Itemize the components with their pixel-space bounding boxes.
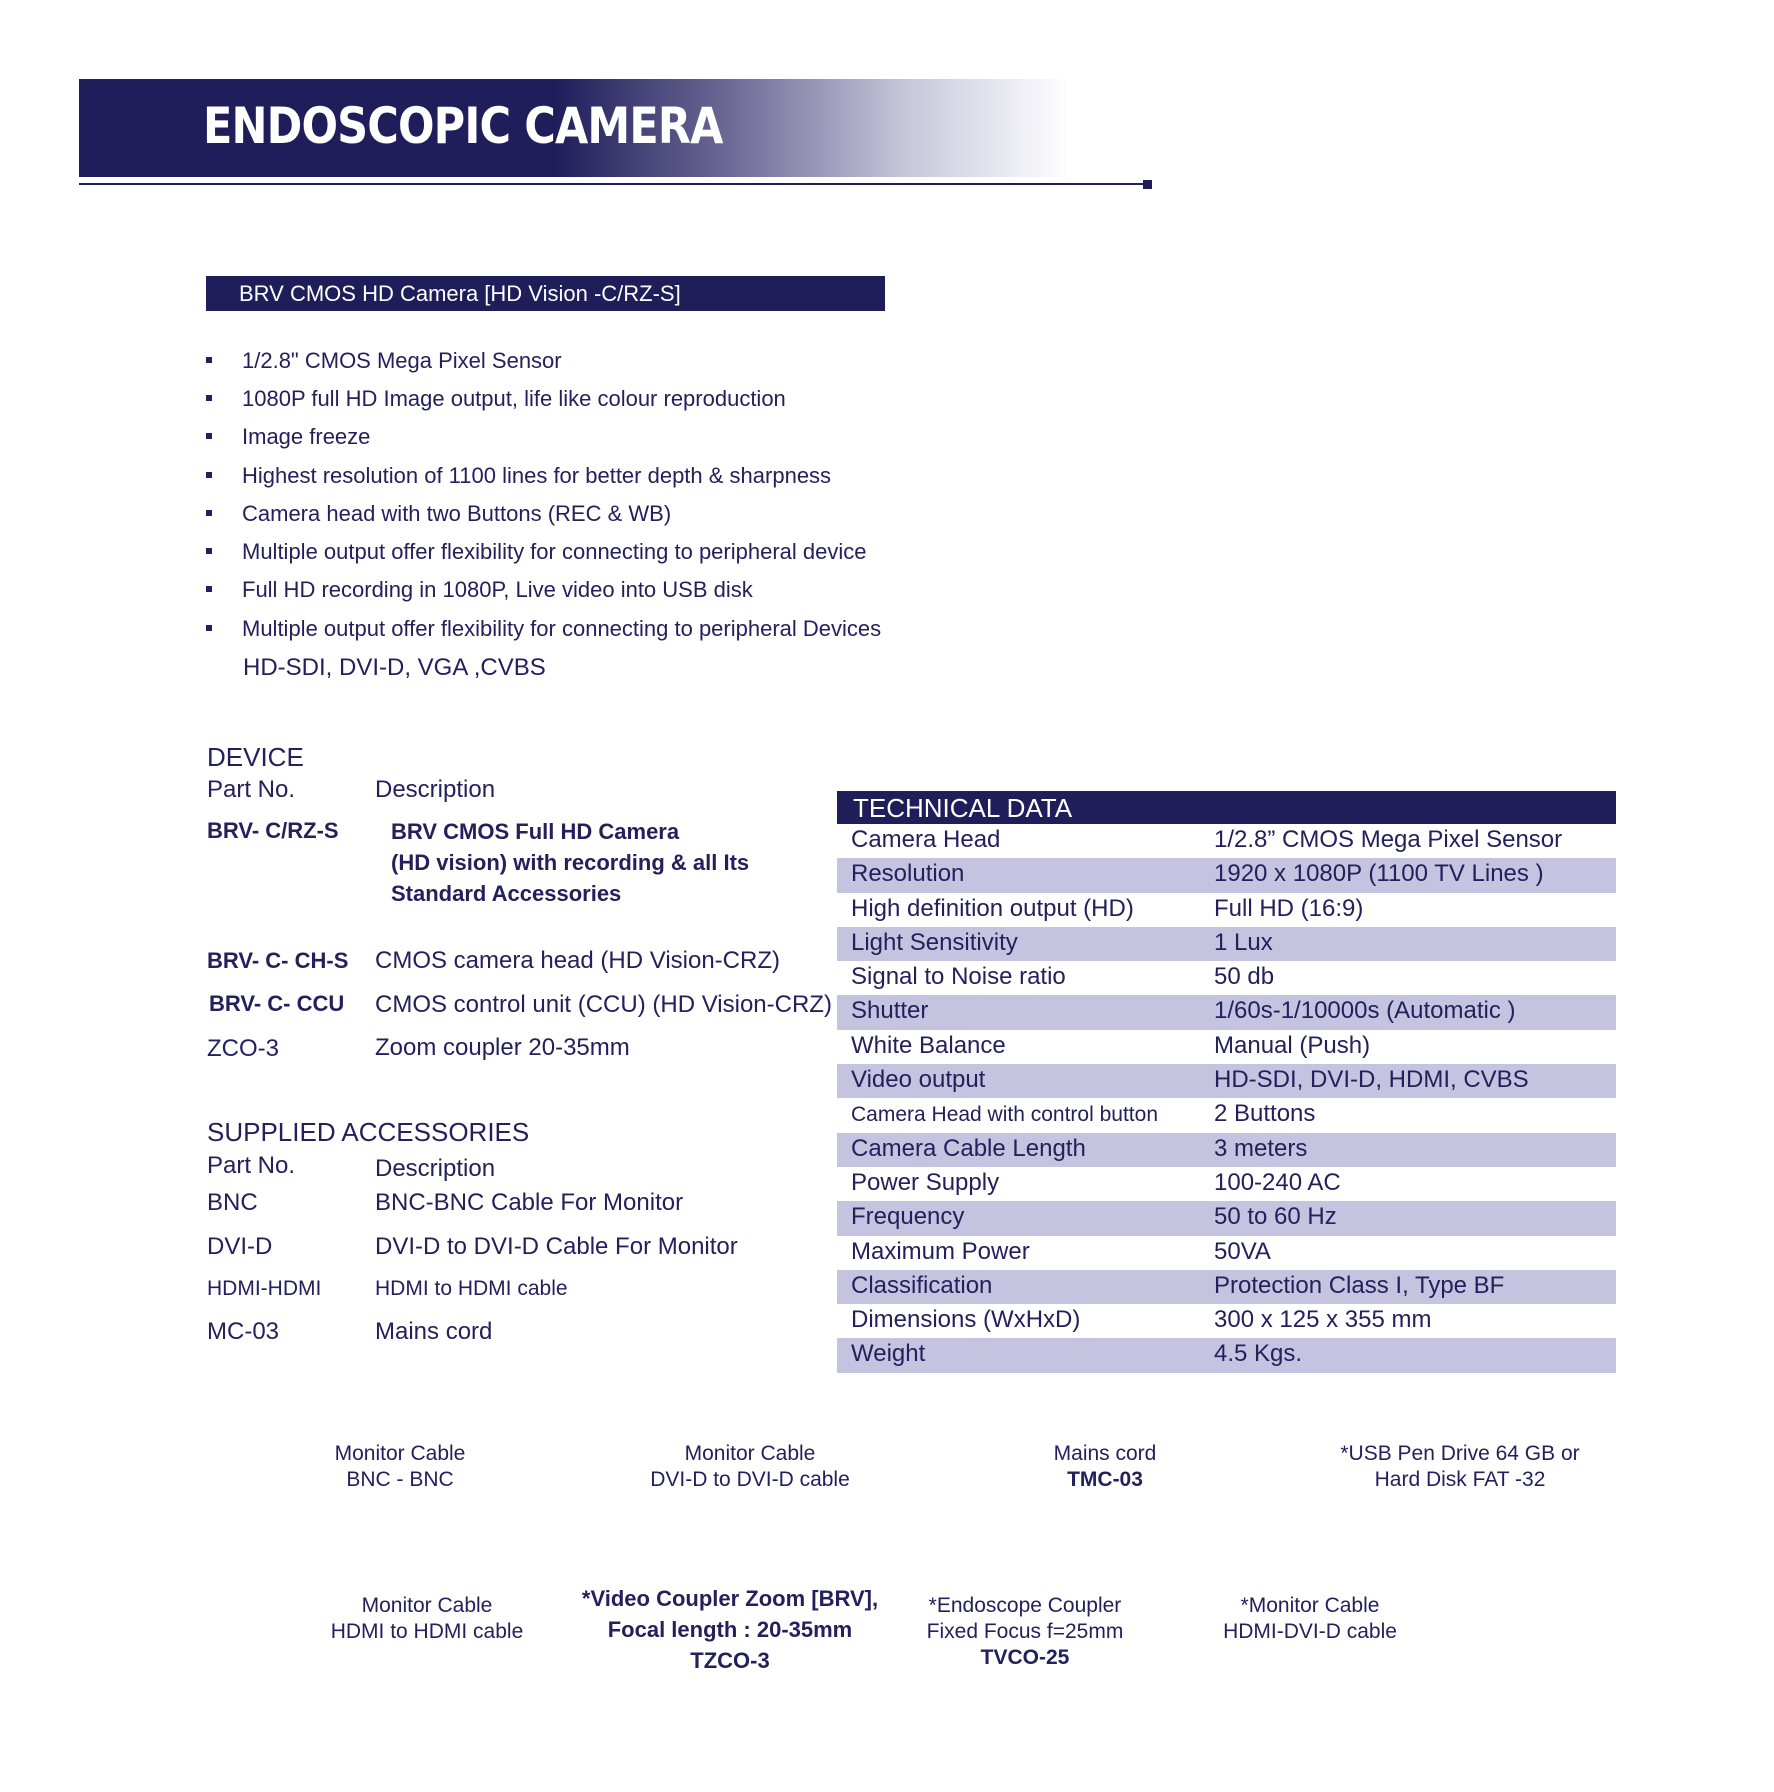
tech-value: Protection Class I, Type BF: [1214, 1271, 1505, 1299]
device-desc-line: Standard Accessories: [391, 881, 622, 906]
tech-key: Power Supply: [851, 1168, 1000, 1196]
caption-endoscope-coupler: [875, 1593, 1175, 1671]
tech-value: 50 to 60 Hz: [1214, 1203, 1337, 1231]
tech-value: 300 x 125 x 355 mm: [1214, 1306, 1432, 1334]
tech-key: Weight: [851, 1340, 926, 1368]
tech-key: Resolution: [851, 860, 965, 888]
technical-data-heading: TECHNICAL DATA: [837, 791, 1616, 824]
caption-usb-drive: [1310, 1441, 1610, 1493]
header-underline-end: [1143, 180, 1152, 189]
tech-value: 4.5 Kgs.: [1214, 1340, 1303, 1368]
caption-mains-cord: [955, 1441, 1255, 1493]
caption-line: TMC-03: [1067, 1468, 1143, 1491]
tech-value: 1 Lux: [1214, 928, 1273, 956]
bullet-icon: [206, 510, 212, 516]
caption-line: *USB Pen Drive 64 GB or: [1340, 1442, 1580, 1465]
caption-line: DVI-D to DVI-D cable: [650, 1468, 850, 1491]
caption-line: TVCO-25: [980, 1646, 1070, 1669]
bullet-icon: [206, 586, 212, 592]
caption-video-coupler: [560, 1583, 900, 1676]
device-part: BRV- C- CH-S: [207, 948, 349, 973]
device-part: ZCO-3: [207, 1035, 279, 1062]
header-underline: [79, 183, 1149, 185]
feature-item: [206, 348, 562, 374]
caption-line: *Monitor Cable: [1240, 1594, 1380, 1617]
feature-item: [206, 424, 370, 450]
tech-key: Signal to Noise ratio: [851, 963, 1066, 991]
feature-text: Highest resolution of 1100 lines for better depth & sharpness: [242, 463, 832, 488]
bullet-icon: [206, 548, 212, 554]
tech-row: [837, 927, 1616, 961]
tech-row: [837, 1030, 1616, 1064]
tech-value: 1/60s-1/10000s (Automatic ): [1214, 997, 1516, 1025]
device-desc: Zoom coupler 20-35mm: [375, 1034, 630, 1061]
tech-value: HD-SDI, DVI-D, HDMI, CVBS: [1214, 1066, 1529, 1094]
feature-text: Camera head with two Buttons (REC & WB): [242, 501, 672, 526]
accessory-part: BNC: [207, 1189, 258, 1216]
tech-key: High definition output (HD): [851, 894, 1134, 922]
accessory-desc: Mains cord: [375, 1318, 493, 1345]
caption-line: HDMI-DVI-D cable: [1223, 1620, 1397, 1643]
tech-row: [837, 1201, 1616, 1235]
feature-text: Full HD recording in 1080P, Live video into USB disk: [242, 577, 753, 602]
caption-line: Monitor Cable: [334, 1442, 466, 1465]
feature-item: [206, 577, 753, 603]
feature-item: [206, 539, 867, 565]
caption-line: Monitor Cable: [684, 1442, 816, 1465]
caption-line: Fixed Focus f=25mm: [926, 1620, 1124, 1643]
accessory-part: HDMI-HDMI: [207, 1277, 322, 1300]
caption-bnc-cable: [250, 1441, 550, 1493]
tech-key: Light Sensitivity: [851, 928, 1018, 956]
accessory-part: DVI-D: [207, 1233, 273, 1260]
tech-value: Full HD (16:9): [1214, 894, 1364, 922]
caption-line: *Endoscope Coupler: [928, 1594, 1122, 1617]
accessories-col-desc: Description: [375, 1155, 496, 1182]
technical-data-table: [837, 791, 1616, 1373]
device-desc: CMOS camera head (HD Vision-CRZ): [375, 947, 780, 974]
tech-value: 50VA: [1214, 1237, 1271, 1265]
feature-continuation: HD-SDI, DVI-D, VGA ,CVBS: [243, 654, 546, 681]
bullet-icon: [206, 433, 212, 439]
tech-value: 1/2.8” CMOS Mega Pixel Sensor: [1214, 826, 1563, 853]
feature-item: [206, 386, 786, 412]
device-col-part: Part No.: [207, 776, 296, 803]
tech-key: Frequency: [851, 1203, 965, 1231]
feature-text: Image freeze: [242, 424, 371, 449]
tech-row: [837, 1133, 1616, 1167]
caption-line: Focal length : 20-35mm: [607, 1617, 853, 1642]
tech-key: Classification: [851, 1271, 993, 1299]
feature-text: 1080P full HD Image output, life like colour reproduction: [242, 386, 786, 411]
bullet-icon: [206, 357, 212, 363]
tech-row: [837, 858, 1616, 892]
tech-key: Video output: [851, 1066, 986, 1094]
tech-row: [837, 1064, 1616, 1098]
tech-key: Camera Head: [851, 826, 1001, 853]
device-part: BRV- C/RZ-S: [207, 818, 339, 843]
tech-key: Shutter: [851, 997, 929, 1025]
feature-text: Multiple output offer flexibility for connecting to peripheral device: [242, 539, 867, 564]
caption-line: Hard Disk FAT -32: [1374, 1468, 1546, 1491]
bullet-icon: [206, 395, 212, 401]
caption-dvi-cable: [600, 1441, 900, 1493]
device-desc: [391, 816, 749, 909]
page-title: ENDOSCOPIC CAMERA: [203, 97, 723, 155]
accessories-heading: SUPPLIED ACCESSORIES: [207, 1117, 530, 1147]
tech-row: [837, 1270, 1616, 1304]
tech-value: 1920 x 1080P (1100 TV Lines ): [1214, 860, 1544, 888]
caption-hdmi-dvi-cable: [1160, 1593, 1460, 1645]
device-heading: DEVICE: [207, 742, 304, 772]
tech-row: [837, 961, 1616, 995]
tech-row: [837, 1304, 1616, 1338]
device-part: BRV- C- CCU: [209, 991, 345, 1016]
caption-line: BNC - BNC: [346, 1468, 454, 1491]
product-title: BRV CMOS HD Camera [HD Vision -C/RZ-S]: [206, 276, 885, 311]
tech-value: Manual (Push): [1214, 1031, 1371, 1059]
feature-item: [206, 501, 671, 527]
tech-key: Camera Head with control button: [851, 1103, 1158, 1127]
caption-line: TZCO-3: [690, 1648, 770, 1673]
caption-line: Mains cord: [1053, 1442, 1157, 1465]
tech-value: 50 db: [1214, 963, 1275, 991]
caption-line: *Video Coupler Zoom [BRV],: [581, 1586, 879, 1611]
accessory-part: MC-03: [207, 1318, 280, 1345]
accessory-desc: DVI-D to DVI-D Cable For Monitor: [375, 1233, 738, 1260]
tech-row: [837, 1098, 1616, 1132]
tech-value: 3 meters: [1214, 1134, 1308, 1162]
bullet-icon: [206, 625, 212, 631]
device-desc-line: (HD vision) with recording & all Its: [391, 850, 750, 875]
accessory-desc: BNC-BNC Cable For Monitor: [375, 1189, 684, 1216]
feature-item: [206, 616, 881, 642]
tech-row: [837, 1236, 1616, 1270]
tech-key: Camera Cable Length: [851, 1134, 1086, 1162]
accessory-desc: HDMI to HDMI cable: [375, 1277, 568, 1300]
tech-row: [837, 995, 1616, 1029]
feature-text: Multiple output offer flexibility for connecting to peripheral Devices: [242, 616, 882, 641]
tech-row: [837, 824, 1616, 858]
tech-value: 100-240 AC: [1214, 1168, 1341, 1196]
bullet-icon: [206, 472, 212, 478]
tech-row: [837, 1167, 1616, 1201]
caption-hdmi-cable: [277, 1593, 577, 1645]
tech-row: [837, 893, 1616, 927]
tech-key: Dimensions (WxHxD): [851, 1306, 1081, 1334]
tech-key: Maximum Power: [851, 1237, 1030, 1265]
feature-item: [206, 463, 831, 489]
accessories-col-part: Part No.: [207, 1152, 296, 1179]
tech-value: 2 Buttons: [1214, 1100, 1316, 1128]
tech-row: [837, 1338, 1616, 1372]
caption-line: Monitor Cable: [361, 1594, 493, 1617]
tech-key: White Balance: [851, 1031, 1006, 1059]
feature-text: 1/2.8" CMOS Mega Pixel Sensor: [242, 348, 562, 373]
caption-line: HDMI to HDMI cable: [330, 1620, 524, 1643]
device-desc-line: BRV CMOS Full HD Camera: [391, 819, 680, 844]
device-desc: CMOS control unit (CCU) (HD Vision-CRZ): [375, 991, 832, 1018]
device-col-desc: Description: [375, 776, 496, 803]
